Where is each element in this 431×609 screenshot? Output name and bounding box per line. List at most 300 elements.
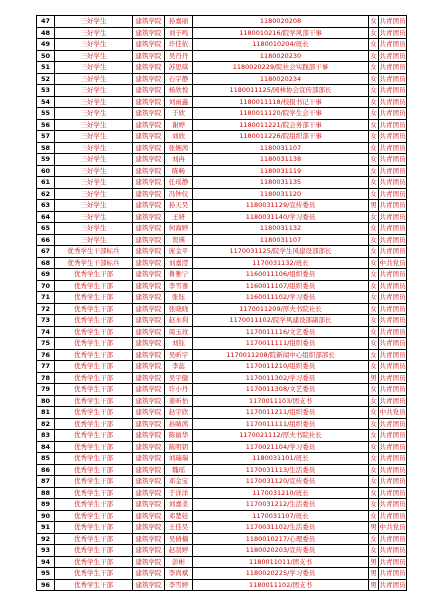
award-title: 三好学生 xyxy=(55,73,133,85)
gender: 女 xyxy=(370,189,377,198)
row-number: 83 xyxy=(37,430,55,442)
table-row xyxy=(37,269,407,281)
award-title: 优秀学生干部 xyxy=(55,395,133,407)
gender: 女 xyxy=(370,120,377,129)
table-row xyxy=(37,246,407,258)
student-name: 刘瑞瑞 xyxy=(165,453,193,465)
political-status: 共青团员 xyxy=(379,51,406,60)
student-id-position: 1170031125/院学生风建设部部长 xyxy=(193,246,369,258)
student-name: 陈丽华 xyxy=(165,430,193,442)
table-row xyxy=(37,131,407,143)
student-name: 鲁雅宁 xyxy=(165,269,193,281)
student-name: 吴昕宇 xyxy=(165,349,193,361)
college: 建筑学院 xyxy=(133,326,165,338)
row-number: 90 xyxy=(37,510,55,522)
college: 建筑学院 xyxy=(133,441,165,453)
student-id-position: 1180011221/院会务部干事 xyxy=(193,119,369,131)
table-row xyxy=(37,50,407,62)
political-status: 共青团员 xyxy=(379,580,406,589)
college: 建筑学院 xyxy=(133,85,165,97)
political-status: 共青团员 xyxy=(379,155,406,163)
award-title: 三好学生 xyxy=(55,108,133,120)
college: 建筑学院 xyxy=(133,303,165,315)
political-status: 共青团员 xyxy=(379,212,406,221)
student-id-position: 1180031107 xyxy=(193,142,369,154)
political-status: 共青团员 xyxy=(379,557,406,566)
student-name: 贺瑛 xyxy=(165,234,193,246)
table-row xyxy=(37,395,407,407)
row-number: 56 xyxy=(37,119,55,131)
political-status: 共青团员 xyxy=(379,74,406,83)
gender: 女 xyxy=(370,396,377,405)
student-name: 陈明钥 xyxy=(165,441,193,453)
college: 建筑学院 xyxy=(133,223,165,235)
award-title: 三好学生 xyxy=(55,165,133,177)
student-name: 刘嘉滢 xyxy=(165,257,193,269)
award-title: 优秀学生干部 xyxy=(55,579,133,591)
table-row xyxy=(37,234,407,246)
row-number: 53 xyxy=(37,85,55,97)
student-name: 陈畅 xyxy=(165,165,193,177)
award-title: 优秀学生干部 xyxy=(55,418,133,430)
political-status: 中共党员 xyxy=(379,523,406,531)
student-id-position: 1170031132/班长 xyxy=(193,257,369,269)
row-number: 72 xyxy=(37,303,55,315)
table-row xyxy=(37,257,407,269)
award-title: 优秀学生干部 xyxy=(55,280,133,292)
award-title: 优秀学生干部标兵 xyxy=(55,257,133,269)
gender: 女 xyxy=(370,500,377,508)
college: 建筑学院 xyxy=(133,315,165,327)
college: 建筑学院 xyxy=(133,487,165,499)
row-number: 81 xyxy=(37,407,55,419)
college: 建筑学院 xyxy=(133,280,165,292)
gender: 女 xyxy=(370,442,377,451)
college: 建筑学院 xyxy=(133,579,165,591)
college: 建筑学院 xyxy=(133,165,165,177)
student-id-position: 1170031107/班长 xyxy=(193,510,369,522)
student-id-position: 1160011102/学习委员 xyxy=(193,292,369,304)
award-title: 三好学生 xyxy=(55,234,133,246)
row-number: 66 xyxy=(37,234,55,246)
gender: 女 xyxy=(370,63,377,71)
award-title: 优秀学生干部 xyxy=(55,338,133,350)
political-status: 共青团员 xyxy=(379,178,406,186)
row-number: 67 xyxy=(37,246,55,258)
table-row xyxy=(37,361,407,373)
table-row xyxy=(37,579,407,591)
award-title: 优秀学生干部 xyxy=(55,441,133,453)
political-status: 共青团员 xyxy=(379,270,406,278)
student-id-position: 1170031212/生活委员 xyxy=(193,499,369,511)
row-number: 92 xyxy=(37,533,55,545)
student-id-position: 1170011111/组织委员 xyxy=(193,338,369,350)
table-row xyxy=(37,200,407,212)
college: 建筑学院 xyxy=(133,499,165,511)
row-number: 70 xyxy=(37,280,55,292)
table-row xyxy=(37,27,407,39)
college: 建筑学院 xyxy=(133,108,165,120)
student-id-position: 1180031129/宣传委员 xyxy=(193,200,369,212)
college: 建筑学院 xyxy=(133,269,165,281)
college: 建筑学院 xyxy=(133,361,165,373)
student-name: 王妍 xyxy=(165,211,193,223)
student-id-position: 1170011308/文艺委员 xyxy=(193,384,369,396)
gender: 女 xyxy=(370,511,377,520)
table-row xyxy=(37,441,407,453)
political-status: 共青团员 xyxy=(379,143,406,152)
student-id-position: 1180011125/园林协会宣传部部长 xyxy=(193,85,369,97)
table-row xyxy=(37,568,407,580)
college: 建筑学院 xyxy=(133,568,165,580)
political-status: 共青团员 xyxy=(379,28,406,37)
gender: 女 xyxy=(370,281,377,290)
political-status: 共青团员 xyxy=(379,63,406,71)
row-number: 88 xyxy=(37,487,55,499)
award-title: 三好学生 xyxy=(55,39,133,51)
table-row xyxy=(37,326,407,338)
college: 建筑学院 xyxy=(133,246,165,258)
student-name: 李尚斌 xyxy=(165,568,193,580)
student-id-position: 1180031107 xyxy=(193,234,369,246)
college: 建筑学院 xyxy=(133,418,165,430)
award-title: 优秀学生干部 xyxy=(55,372,133,384)
political-status: 共青团员 xyxy=(379,86,406,94)
college: 建筑学院 xyxy=(133,522,165,534)
award-title: 优秀学生干部 xyxy=(55,499,133,511)
award-title: 三好学生 xyxy=(55,16,133,28)
award-title: 优秀学生干部 xyxy=(55,522,133,534)
college: 建筑学院 xyxy=(133,453,165,465)
student-id-position: 1160011107/组织委员 xyxy=(193,280,369,292)
award-title: 优秀学生干部 xyxy=(55,510,133,522)
political-status: 共青团员 xyxy=(379,500,406,508)
student-id-position: 1180011011/团支书 xyxy=(193,556,369,568)
student-name: 孙嘉丽 xyxy=(165,16,193,28)
student-name: 杨欣悦 xyxy=(165,85,193,97)
table-row xyxy=(37,85,407,97)
row-number: 85 xyxy=(37,453,55,465)
table-row xyxy=(37,464,407,476)
college: 建筑学院 xyxy=(133,338,165,350)
table-row xyxy=(37,108,407,120)
student-id-position: 1170011208/院新闻中心组织部部长 xyxy=(193,349,369,361)
student-name: 孙睛茜 xyxy=(165,418,193,430)
gender: 女 xyxy=(370,408,377,416)
student-name: 刘冉 xyxy=(165,154,193,166)
college: 建筑学院 xyxy=(133,16,165,28)
college: 建筑学院 xyxy=(133,50,165,62)
college: 建筑学院 xyxy=(133,119,165,131)
table-row xyxy=(37,96,407,108)
table-row xyxy=(37,16,407,28)
student-name: 李雪骞 xyxy=(165,280,193,292)
student-id-position: 1180020229/院社会实践部干事 xyxy=(193,62,369,74)
gender: 女 xyxy=(370,316,377,324)
gender: 女 xyxy=(370,465,377,474)
table-row xyxy=(37,510,407,522)
college: 建筑学院 xyxy=(133,545,165,557)
award-title: 优秀学生干部 xyxy=(55,349,133,361)
student-id-position: 1180010216/院学风部干事 xyxy=(193,27,369,39)
gender: 女 xyxy=(370,28,377,37)
award-title: 三好学生 xyxy=(55,211,133,223)
student-id-position: 1180031119 xyxy=(193,165,369,177)
award-title: 三好学生 xyxy=(55,85,133,97)
student-name: 许小丹 xyxy=(165,384,193,396)
row-number: 54 xyxy=(37,96,55,108)
student-name: 魏瑶 xyxy=(165,464,193,476)
table-row xyxy=(37,487,407,499)
political-status: 共青团员 xyxy=(379,120,406,129)
student-id-position: 1180031135 xyxy=(193,177,369,189)
political-status: 共青团员 xyxy=(379,40,406,48)
award-title: 三好学生 xyxy=(55,223,133,235)
row-number: 82 xyxy=(37,418,55,430)
row-number: 93 xyxy=(37,545,55,557)
row-number: 55 xyxy=(37,108,55,120)
student-name: 冯钟仪 xyxy=(165,188,193,200)
gender: 男 xyxy=(370,557,377,566)
award-title: 三好学生 xyxy=(55,188,133,200)
gender: 女 xyxy=(370,212,377,221)
award-title: 优秀学生干部 xyxy=(55,292,133,304)
gender: 女 xyxy=(370,546,377,554)
political-status: 共青团员 xyxy=(379,304,406,313)
political-status: 共青团员 xyxy=(379,166,406,175)
table-row xyxy=(37,292,407,304)
political-status: 共青团员 xyxy=(379,454,406,462)
college: 建筑学院 xyxy=(133,407,165,419)
table-row xyxy=(37,384,407,396)
political-status: 中共党员 xyxy=(379,408,406,416)
college: 建筑学院 xyxy=(133,476,165,488)
award-title: 优秀学生干部 xyxy=(55,326,133,338)
gender: 女 xyxy=(370,419,377,428)
college: 建筑学院 xyxy=(133,39,165,51)
political-status: 共青团员 xyxy=(379,201,406,209)
student-id-position: 1170021112/厚夫书院社长 xyxy=(193,430,369,442)
row-number: 76 xyxy=(37,349,55,361)
row-number: 78 xyxy=(37,372,55,384)
student-id-position: 1180020203/宣传委员 xyxy=(193,545,369,557)
college: 建筑学院 xyxy=(133,188,165,200)
gender: 女 xyxy=(370,166,377,175)
student-id-position: 1180020225/学习委员 xyxy=(193,568,369,580)
student-id-position: 1180031132 xyxy=(193,223,369,235)
political-status: 共青团员 xyxy=(379,316,406,324)
row-number: 60 xyxy=(37,165,55,177)
gender: 女 xyxy=(370,51,377,60)
gender: 女 xyxy=(370,74,377,83)
student-id-position: 1170031120/宣传委员 xyxy=(193,476,369,488)
college: 建筑学院 xyxy=(133,200,165,212)
student-name: 王佳昊 xyxy=(165,522,193,534)
college: 建筑学院 xyxy=(133,73,165,85)
political-status: 共青团员 xyxy=(379,431,406,439)
gender: 女 xyxy=(370,270,377,278)
row-number: 59 xyxy=(37,154,55,166)
student-id-position: 1170011102/院学风建设部副部长 xyxy=(193,315,369,327)
student-name: 许佳依 xyxy=(165,39,193,51)
college: 建筑学院 xyxy=(133,27,165,39)
student-name: 吴倩楠 xyxy=(165,533,193,545)
table-row xyxy=(37,372,407,384)
student-name: 张钰 xyxy=(165,292,193,304)
gender: 女 xyxy=(370,258,377,267)
political-status: 共青团员 xyxy=(379,350,406,359)
table-row xyxy=(37,39,407,51)
student-id-position: 1170011103/团支书 xyxy=(193,395,369,407)
gender: 女 xyxy=(370,477,377,485)
student-name: 邓楚娃 xyxy=(165,510,193,522)
student-name: 周玉玫 xyxy=(165,326,193,338)
student-id-position: 1180011102/团支书 xyxy=(193,579,369,591)
row-number: 69 xyxy=(37,269,55,281)
row-number: 47 xyxy=(37,16,55,28)
political-status: 中共党员 xyxy=(379,258,406,267)
student-name: 邓金宝 xyxy=(165,476,193,488)
table-row xyxy=(37,545,407,557)
student-id-position: 1180031140/学习委员 xyxy=(193,211,369,223)
row-number: 50 xyxy=(37,50,55,62)
row-number: 87 xyxy=(37,476,55,488)
student-name: 刘子鸣 xyxy=(165,27,193,39)
student-id-position: 1180020234 xyxy=(193,73,369,85)
table-row xyxy=(37,476,407,488)
gender: 女 xyxy=(370,304,377,313)
college: 建筑学院 xyxy=(133,464,165,476)
award-title: 三好学生 xyxy=(55,200,133,212)
student-id-position: 1170031210/班长 xyxy=(193,487,369,499)
college: 建筑学院 xyxy=(133,234,165,246)
award-title: 三好学生 xyxy=(55,177,133,189)
gender: 女 xyxy=(370,534,377,543)
political-status: 共青团员 xyxy=(379,17,406,25)
award-title: 优秀学生干部 xyxy=(55,361,133,373)
student-id-position: 1180011118/校报书记干事 xyxy=(193,96,369,108)
table-row xyxy=(37,303,407,315)
row-number: 63 xyxy=(37,200,55,212)
political-status: 共青团员 xyxy=(379,109,406,117)
table-row xyxy=(37,119,407,131)
gender: 男 xyxy=(370,580,377,589)
gender: 男 xyxy=(370,569,377,577)
college: 建筑学院 xyxy=(133,131,165,143)
gender: 男 xyxy=(370,373,377,382)
political-status: 共青团员 xyxy=(379,362,406,370)
award-title: 优秀学生干部 xyxy=(55,384,133,396)
political-status: 共青团员 xyxy=(379,534,406,543)
student-name: 刘雨鑫 xyxy=(165,96,193,108)
gender: 女 xyxy=(370,488,377,497)
gender: 女 xyxy=(370,247,377,255)
table-row xyxy=(37,338,407,350)
row-number: 68 xyxy=(37,257,55,269)
college: 建筑学院 xyxy=(133,177,165,189)
table-row xyxy=(37,62,407,74)
student-name: 彭彬 xyxy=(165,556,193,568)
row-number: 86 xyxy=(37,464,55,476)
college: 建筑学院 xyxy=(133,384,165,396)
college: 建筑学院 xyxy=(133,211,165,223)
table-row xyxy=(37,556,407,568)
row-number: 80 xyxy=(37,395,55,407)
gender: 女 xyxy=(370,143,377,152)
award-title: 优秀学生干部 xyxy=(55,476,133,488)
student-id-position: 1170031102/生活委员 xyxy=(193,522,369,534)
row-number: 61 xyxy=(37,177,55,189)
award-title: 优秀学生干部 xyxy=(55,545,133,557)
political-status: 共青团员 xyxy=(379,373,406,382)
award-title: 三好学生 xyxy=(55,119,133,131)
political-status: 共青团员 xyxy=(379,247,406,255)
table-row xyxy=(37,533,407,545)
award-title: 优秀学生干部 xyxy=(55,453,133,465)
row-number: 94 xyxy=(37,556,55,568)
student-id-position: 1170021104/学习委员 xyxy=(193,441,369,453)
row-number: 79 xyxy=(37,384,55,396)
student-id-position: 1170011111/组织委员 xyxy=(193,418,369,430)
table-row xyxy=(37,188,407,200)
student-name: 刘钰 xyxy=(165,338,193,350)
row-number: 74 xyxy=(37,326,55,338)
table-row xyxy=(37,142,407,154)
award-title: 三好学生 xyxy=(55,27,133,39)
gender: 女 xyxy=(370,40,377,48)
table-row xyxy=(37,407,407,419)
table-row xyxy=(37,223,407,235)
college: 建筑学院 xyxy=(133,96,165,108)
row-number: 91 xyxy=(37,522,55,534)
award-title: 三好学生 xyxy=(55,96,133,108)
political-status: 共青团员 xyxy=(379,327,406,336)
award-title: 三好学生 xyxy=(55,154,133,166)
college: 建筑学院 xyxy=(133,556,165,568)
student-name: 李雪婷 xyxy=(165,579,193,591)
award-title: 优秀学生干部 xyxy=(55,556,133,568)
row-number: 49 xyxy=(37,39,55,51)
row-number: 65 xyxy=(37,223,55,235)
roster-body xyxy=(37,16,407,591)
gender: 女 xyxy=(370,385,377,393)
college: 建筑学院 xyxy=(133,142,165,154)
row-number: 57 xyxy=(37,131,55,143)
student-name: 赵宇欣 xyxy=(165,407,193,419)
student-id-position: 1180020208 xyxy=(193,16,369,28)
gender: 女 xyxy=(370,339,377,347)
student-name: 庞金平 xyxy=(165,246,193,258)
gender: 女 xyxy=(370,109,377,117)
student-id-position: 1170011209/厚夫书院社长 xyxy=(193,303,369,315)
gender: 女 xyxy=(370,86,377,94)
table-row xyxy=(37,418,407,430)
award-title: 优秀学生干部 xyxy=(55,568,133,580)
gender: 女 xyxy=(370,327,377,336)
college: 建筑学院 xyxy=(133,430,165,442)
student-id-position: 1180031138 xyxy=(193,154,369,166)
award-roster-table xyxy=(36,15,407,591)
gender: 女 xyxy=(370,155,377,163)
gender: 女 xyxy=(370,235,377,244)
student-name: 李蕊 xyxy=(165,361,193,373)
row-number: 64 xyxy=(37,211,55,223)
row-number: 51 xyxy=(37,62,55,74)
college: 建筑学院 xyxy=(133,395,165,407)
college: 建筑学院 xyxy=(133,154,165,166)
table-row xyxy=(37,315,407,327)
gender: 女 xyxy=(370,431,377,439)
